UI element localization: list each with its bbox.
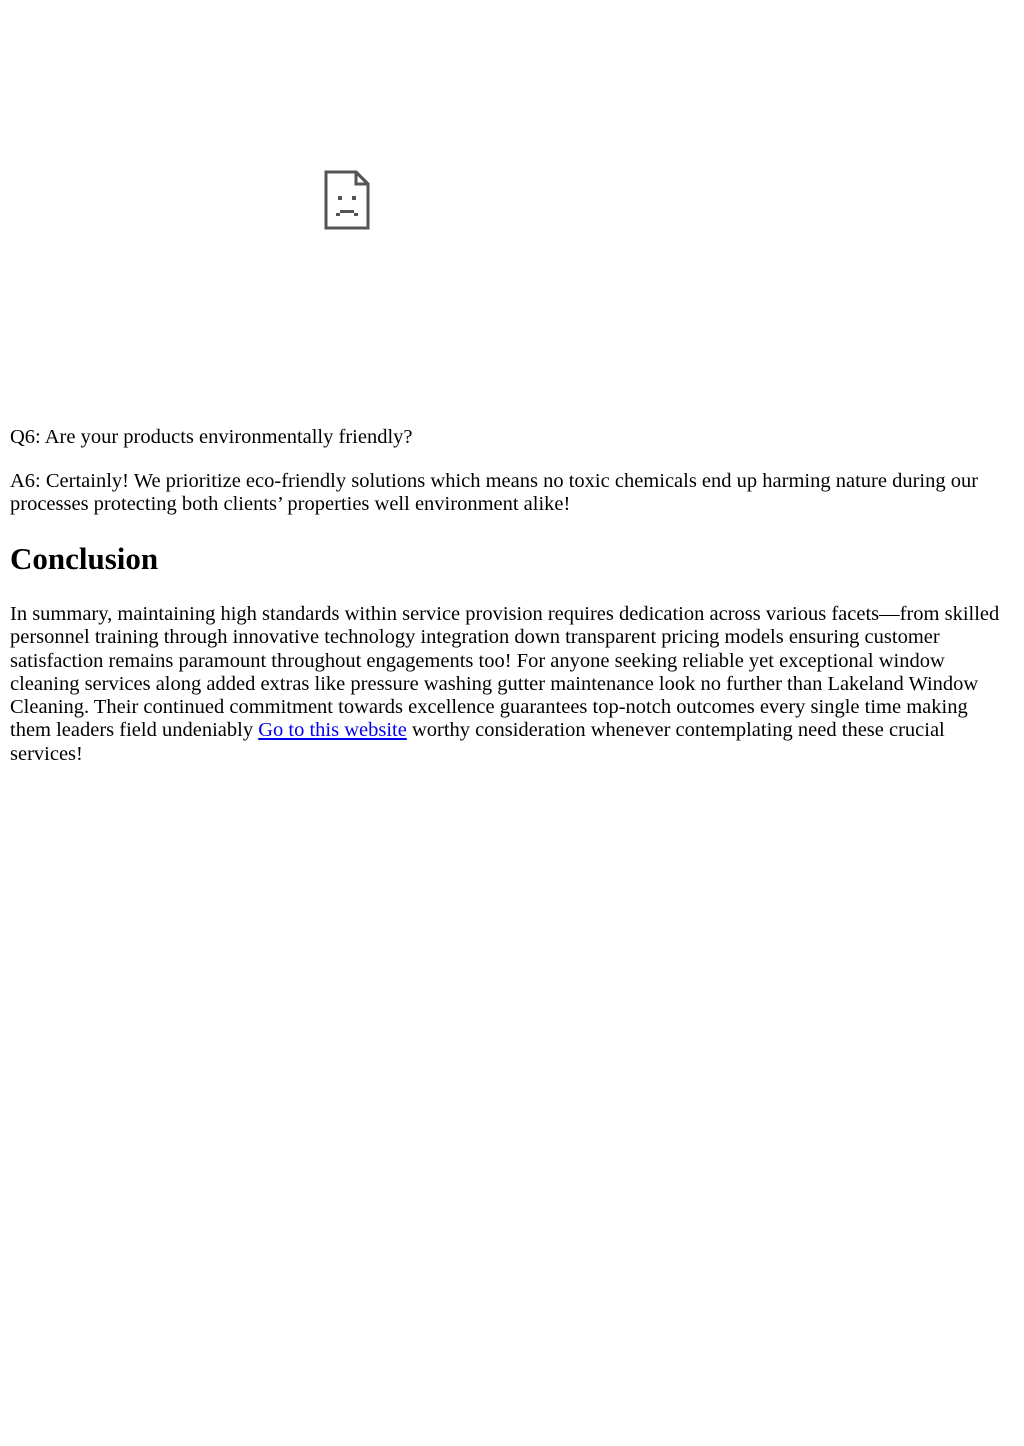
faq-question: Q6: Are your products environmentally friendly? <box>10 426 413 448</box>
article-content <box>10 0 1010 765</box>
conclusion-paragraph <box>10 603 1010 766</box>
conclusion-text-after-link: worthy consideration whenever contemplating need these crucial services! <box>10 719 945 765</box>
broken-image <box>10 0 1010 412</box>
conclusion-text-before-link: In summary, maintaining high standards within service provision requires dedication across various facets—from skilled personnel training through innovative technology integration down transparent pricing models ensuring customer satisfaction remains paramount throughout engagements too! For anyone seeking reliable yet exceptional window cleaning services along added extras like pressure washing gutter maintenance look no further than Lakeland Window Cleaning. Their continued commitment towards excellence guarantees top-notch outcomes every single time making them leaders field undeniably <box>10 603 1000 742</box>
website-link[interactable]: Go to this website <box>258 719 407 742</box>
broken-image-icon <box>324 170 370 230</box>
faq-answer: A6: Certainly! We prioritize eco-friendly solutions which means no toxic chemicals end up harming nature during our processes protecting both clients’ properties well environment alike! <box>10 470 979 516</box>
conclusion-heading: Conclusion <box>10 541 159 576</box>
